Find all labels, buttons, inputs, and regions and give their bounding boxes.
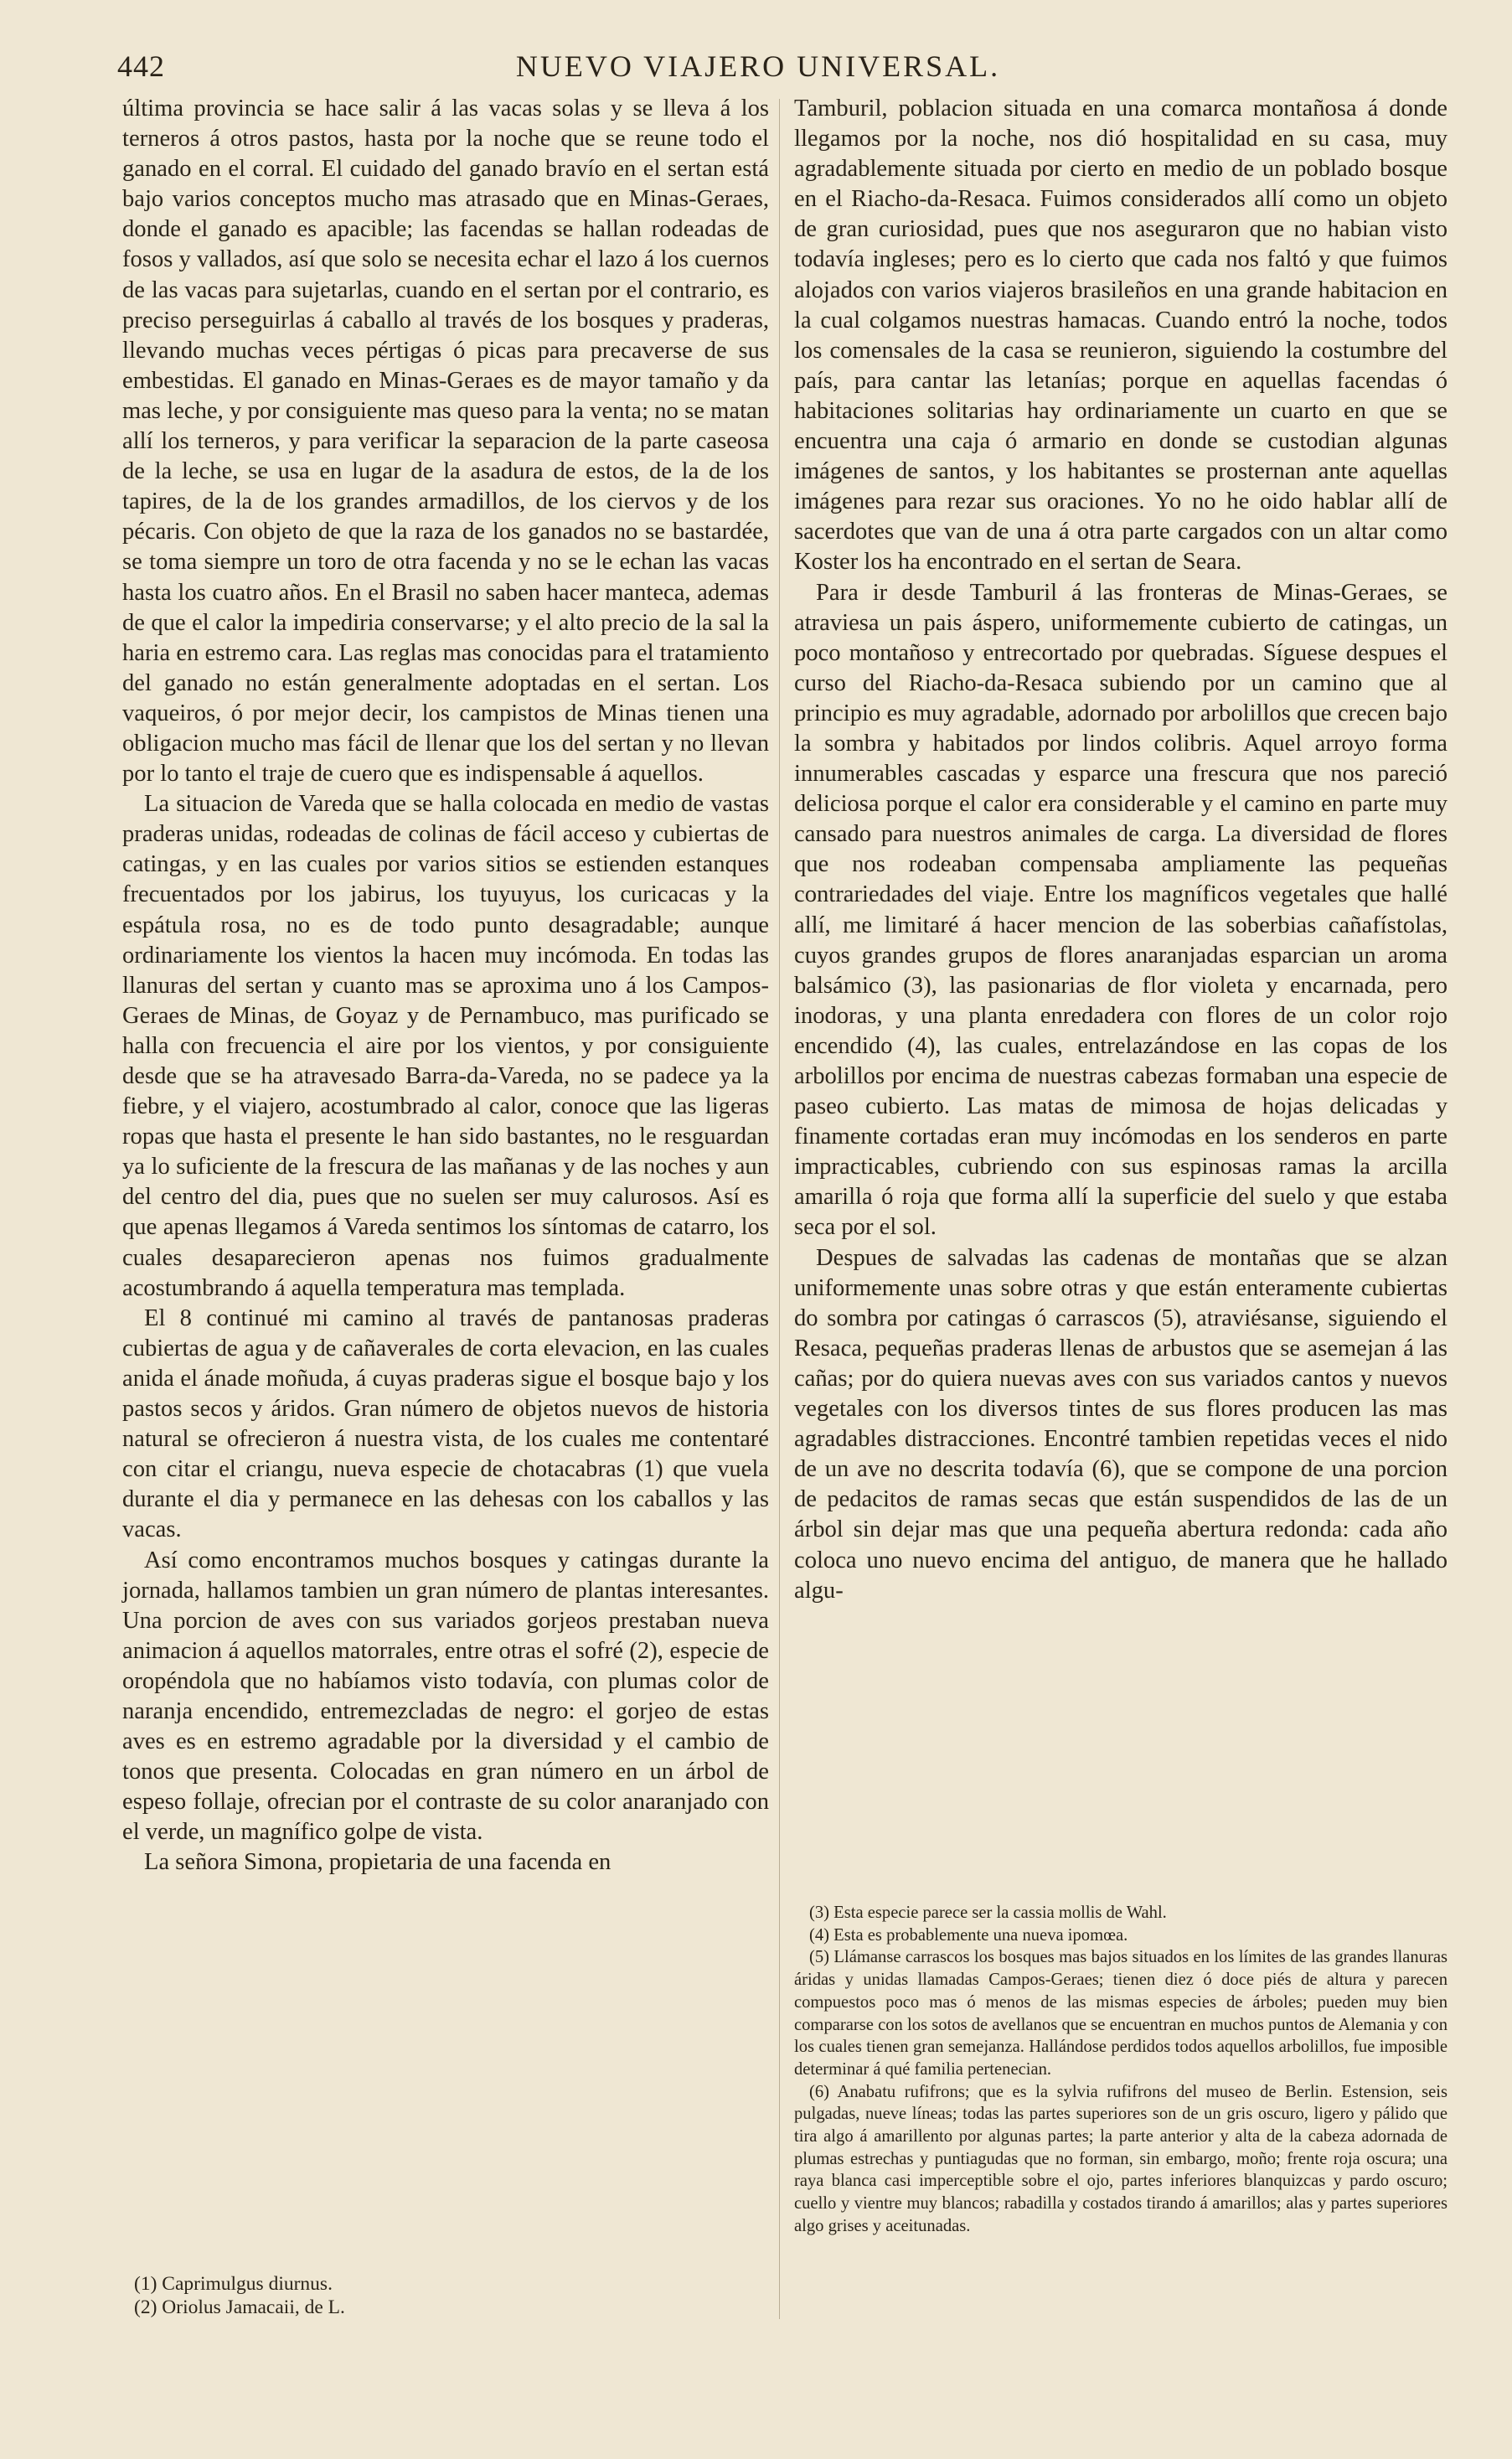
footnotes-left bbox=[134, 2272, 771, 2319]
footnote: (4) Esta es probablemente una nueva ipomœa. bbox=[809, 1925, 1128, 1945]
footnote: (6) Anabatu rufifrons; que es la sylvia rufifrons del museo de Berlin. Estension, seis pulgadas, nueve líneas; todas las partes superiores son de un gris oscuro, ligero y pálido que tira algo á amarillento por algunas partes; la parte anterior y alta de la cabeza adornada de plumas estrechas y puntiagudas que no forman, sin embargo, moño; frente roja oscura; una raya blanca casi imperceptible sobre el ojo, partes inferiores blanquizcas y pardo oscuro; cuello y vientre muy blancos; rabadilla y costados tirando á amarillos; alas y partes superiores algo grises y aceitunadas. bbox=[794, 2082, 1447, 2235]
left-column bbox=[122, 94, 769, 1878]
column-divider bbox=[779, 99, 780, 2319]
paragraph: Despues de salvadas las cadenas de montañas que se alzan uniformemente unas sobre otras y que están enteramente cubiertas do sombra por catingas ó carrascos (5), atraviésanse, siguiendo el Resaca, pequeñas praderas llenas de arbustos que se asemejan á las cañas; por do quiera nuevas aves con sus variados cantos y nuevos vegetales con los diversos tintes de sus flores producen las mas agradables distracciones. Encontré tambien repetidas veces el nido de un ave no descrita todavía (6), que se compone de una porcion de pedacitos de ramas secas que están suspendidos de las de un árbol sin dejar mas que una pequeña abertura redonda: cada año coloca uno nuevo encima del antiguo, de manera que he hallado algu- bbox=[794, 1244, 1447, 1604]
footnotes-right bbox=[794, 1902, 1447, 2238]
paragraph: La situacion de Vareda que se halla colocada en medio de vastas praderas unidas, rodeadas de colinas de fácil acceso y cubiertas de catingas, y en las cuales por varios sitios se estienden estanques frecuentados por los jabirus, los tuyuyus, los curicacas y la espátula rosa, no es de todo punto desagradable; aunque ordinariamente los vientos la hacen muy incómoda. En todas las llanuras del sertan y cuanto mas se aproxima uno á los Campos-Geraes de Minas, de Goyaz y de Pernambuco, mas purificado se halla con frecuencia el aire por los vientos, y por consiguiente desde que se ha atravesado Barra-da-Vareda, no se padece ya la fiebre, y el viajero, acostumbrado al calor, conoce que las ligeras ropas que hasta el presente le han sido bastantes, no le resguardan ya lo suficiente de la frescura de las mañanas y de las noches y aun del centro del dia, pues que no suelen ser muy calurosos. Así es que apenas llegamos á Vareda sentimos los síntomas de catarro, los cuales desaparecieron apenas nos fuimos gradualmente acostumbrando á aquella temperatura mas templada. bbox=[122, 791, 769, 1301]
running-title: NUEVO VIAJERO UNIVERSAL. bbox=[515, 49, 1001, 83]
paragraph: Así como encontramos muchos bosques y catingas durante la jornada, hallamos tambien un gran número de plantas interesantes. Una porcion de aves con sus variados gorjeos prestaban nueva animacion á aquellos matorrales, entre otras el sofré (2), especie de oropéndola que no habíamos visto todavía, con plumas color de naranja encendido, entremezcladas de negro: el gorjeo de estas aves es en estremo agradable por la diversidad y el cambio de tonos que presenta. Colocadas en gran número en un árbol de espeso follaje, ofrecian por el contraste de su color anaranjado con el verde, un magnífico golpe de vista. bbox=[122, 1547, 769, 1846]
paragraph: última provincia se hace salir á las vacas solas y se lleva á los terneros á otros pastos, hasta por la noche que se reune todo el ganado en el corral. El cuidado del ganado bravío en el sertan está bajo varios conceptos mucho mas atrasado que en Minas-Geraes, donde el ganado es apacible; las facendas se hallan rodeadas de fosos y vallados, así que solo se necesita echar el lazo á los cuernos de las vacas para sujetarlas, cuando en el sertan por el contrario, es preciso perseguirlas á caballo al través de los bosques y praderas, llevando muchas veces pértigas ó picas para precaverse de sus embestidas. El ganado en Minas-Geraes es de mayor tamaño y da mas leche, y por consiguiente mas queso para la venta; no se matan allí los terneros, y para verificar la separacion de la parte caseosa de la leche, se usa en lugar de la asadura de estos, de la de los tapires, de la de los grandes armadillos, de los ciervos y de los pécaris. Con objeto de que la raza de los ganados no se bastardée, se toma siempre un toro de otra facenda y no se le echan las vacas hasta los cuatro años. En el Brasil no saben hacer manteca, ademas de que el calor la impediria conservarse; y el alto precio de la sal la haria en estremo cara. Las reglas mas conocidas para el tratamiento del ganado no están generalmente adoptadas en el sertan. Los vaqueiros, ó por mejor decir, los campistos de Minas tienen una obligacion mucho mas fácil de llenar que los del sertan y no llevan por lo tanto el traje de cuero que es indispensable á aquellos. bbox=[122, 96, 769, 788]
paragraph: Tamburil, poblacion situada en una comarca montañosa á donde llegamos por la noche, nos dió hospitalidad en su casa, muy agradablemente situada por cierto en medio de un poblado bosque en el Riacho-da-Resaca. Fuimos considerados allí como un objeto de gran curiosidad, pues que nos aseguraron que no habian visto todavía ingleses; pero es lo cierto que cada nos faltó y que fuimos alojados con varios viajeros brasileños en una grande habitacion en la cual colgamos nuestras hamacas. Cuando entró la noche, todos los comensales de la casa se reunieron, siguiendo la costumbre del país, para cantar las letanías; porque en aquellas facendas ó habitaciones solitarias hay ordinariamente un cuarto en que se encuentra una caja ó armario en donde se custodian algunas imágenes de santos, y los habitantes se prosternan ante aquellas imágenes para rezar sus oraciones. Yo no he oido hablar allí de sacerdotes que van de una á otra parte cargados con un altar como Koster los ha encontrado en el sertan de Seara. bbox=[794, 96, 1447, 576]
paragraph: Para ir desde Tamburil á las fronteras de Minas-Geraes, se atraviesa un pais áspero, uniformemente cubierto de catingas, un poco montañoso y entrecortado por quebradas. Síguese despues el curso del Riacho-da-Resaca subiendo por un camino que al principio es muy agradable, adornado por arbolillos que crecen bajo la sombra y habitados por lindos colibris. Aquel arroyo forma innumerables cascadas y esparce una frescura que nos pareció deliciosa porque el calor era considerable y el camino en parte muy cansado para nuestros animales de carga. La diversidad de flores que nos rodeaban compensaba ampliamente las pequeñas contrariedades del viaje. Entre los magníficos vegetales que hallé allí, me limitaré á hacer mencion de las soberbias cañafístolas, cuyos grandes grupos de flores anaranjadas esparcian un aroma balsámico (3), las pasionarias de flor violeta y encarnada, pero inodoras, y una planta enredadera con flores de un color rojo encendido (4), las cuales, entrelazándose en las copas de los arbolillos por encima de nuestras cabezas formaban una especie de paseo cubierto. Las matas de mimosa de hojas delicadas y finamente cortadas eran muy incómodas en los senderos en parte impracticables, cubriendo con sus espinosas ramas la arcilla amarilla ó roja que forma allí la superficie del suelo y que estaba seca por el sol. bbox=[794, 579, 1447, 1241]
page-header bbox=[117, 49, 1399, 90]
footnote: (5) Llámanse carrascos los bosques mas bajos situados en los límites de las grandes llanuras áridas y unidas llamadas Campos-Geraes; tienen diez ó doce piés de altura y parecen compuestos poco mas ó menos de las mismas especies de árboles; pueden muy bien compararse con los sotos de avellanos que se encuentran en muchos puntos de Alemania y con los cuales tienen gran semejanza. Hallándose perdidos todos aquellos arbolillos, fue imposible determinar á qué familia pertenecian. bbox=[794, 1948, 1447, 2079]
right-column bbox=[794, 94, 1447, 1606]
paragraph: La señora Simona, propietaria de una facenda en bbox=[144, 1849, 612, 1876]
footnote: (2) Oriolus Jamacaii, de L. bbox=[134, 2296, 345, 2318]
footnote: (1) Caprimulgus diurnus. bbox=[134, 2273, 333, 2295]
footnote: (3) Esta especie parece ser la cassia mollis de Wahl. bbox=[809, 1904, 1167, 1922]
paragraph: El 8 continué mi camino al través de pantanosas praderas cubiertas de agua y de cañaverales de corta elevacion, en las cuales anida el ánade moñuda, á cuyas praderas sigue el bosque bajo y los pastos secos y áridos. Gran número de objetos nuevos de historia natural se ofrecieron á nuestra vista, de los cuales me contentaré con citar el criangu, nueva especie de chotacabras (1) que vuela durante el dia y permanece en las dehesas con los caballos y las vacas. bbox=[122, 1304, 769, 1543]
page-number: 442 bbox=[117, 49, 165, 83]
